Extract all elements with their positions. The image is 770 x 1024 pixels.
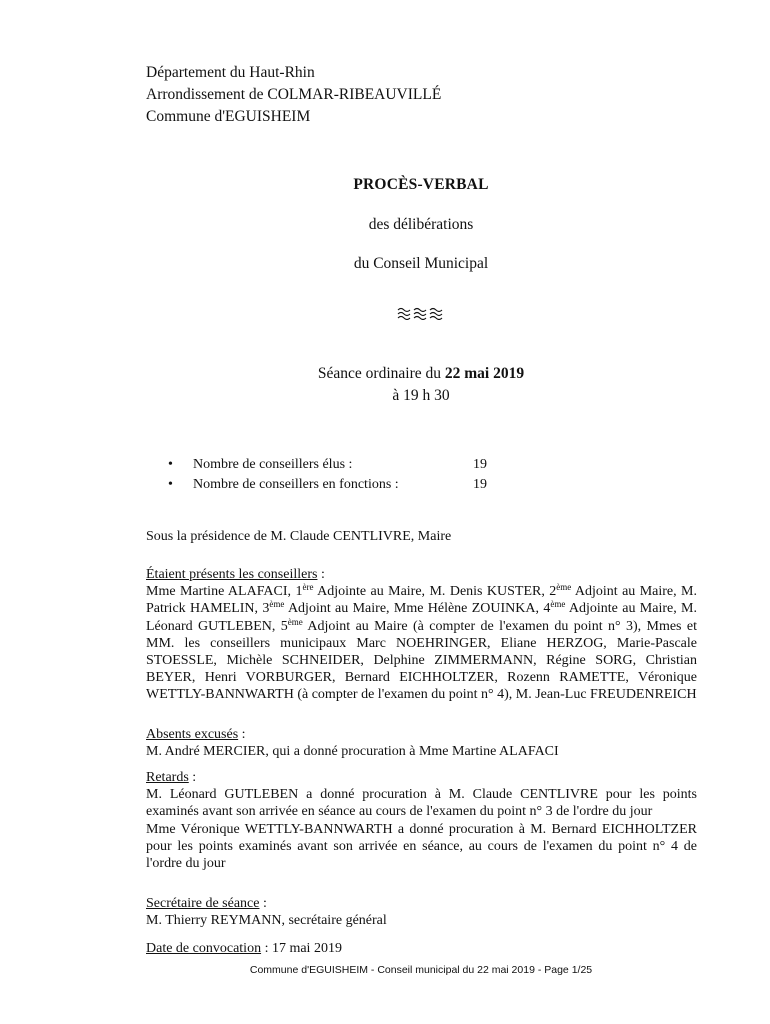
ordinal-sup: ème (287, 616, 303, 627)
document-header (146, 62, 441, 128)
decorative-ornament-icon (0, 306, 770, 324)
secretaire-heading: Secrétaire de séance (146, 896, 260, 911)
retards-heading: Retards (146, 770, 189, 785)
presents-text-1: Mme Martine ALAFACI, 1 (146, 584, 303, 600)
presents-heading: Étaient présents les conseillers (146, 567, 318, 582)
seance-info (0, 363, 770, 407)
page-footer: Commune d'EGUISHEIM - Conseil municipal du 22 mai 2019 - Page 1/25 (249, 964, 593, 976)
presidence-line: Sous la présidence de M. Claude CENTLIVRE, Maire (146, 529, 452, 544)
seance-prefix: Séance ordinaire du (317, 365, 441, 382)
arrondissement-line: Arrondissement de COLMAR-RIBEAUVILLÉ (146, 86, 442, 103)
conseillers-fonctions-label: Nombre de conseillers en fonctions : (193, 477, 399, 492)
ordinal-sup: ère (302, 582, 314, 593)
retards-text-2: Mme Véronique WETTLY-BANNWARTH a donné procuration à M. Bernard EICHHOLTZER pour les points examinés avant son arrivée en séance, au cours de l'examen du point n° 4 de l'ordre du jour (146, 821, 697, 872)
ordinal-sup: ème (269, 599, 285, 610)
retards-section: Retards : M. Léonard GUTLEBEN a donné procuration à M. Claude CENTLIVRE pour les points examinés avant son arrivée en séance au cours de l'examen du point n° 3 de l'ordre du jour Mme Véronique WETTLY-BANNWARTH a donné procuration à M. Bernard EICHHOLTZER pour les points examinés avant son arrivée en séance, au cours de l'examen du point n° 4 de l'ordre du jour (146, 770, 697, 872)
presents-section: Étaient présents les conseillers : Mme Martine ALAFACI, 1ère Adjointe au Maire, M. Denis KUSTER, 2ème Adjoint au Maire, M. Patrick HAMELIN, 3ème Adjoint au Maire, Mme Hélène ZOUINKA, 4ème Adjointe au Maire, M. Léonard GUTLEBEN, 5ème Adjoint au Maire (à compter de l'examen du point n° 3), Mmes et MM. les conseillers municipaux Marc NOEHRINGER, Eliane HERZOG, Marie-Pascale STOESSLE, Michèle SCHNEIDER, Delphine ZIMMERMANN, Régine SORG, Christian BEYER, Henri VORBURGER, Bernard EICHHOLTZER, Rozenn RAMETTE, Véronique WETTLY-BANNWARTH (à compter de l'examen du point n° 4), M. Jean-Luc FREUDENREICH (146, 567, 698, 703)
convocation-date: 17 mai 2019 (271, 941, 342, 956)
conseillers-fonctions-value: 19 (473, 477, 487, 492)
list-item (168, 455, 498, 475)
subtitle-deliberations: des délibérations (368, 216, 474, 233)
secretaire-section: Secrétaire de séance : M. Thierry REYMANN, secrétaire général (146, 896, 387, 929)
presents-text-2: Adjointe au Maire, M. Denis KUSTER, 2 (313, 584, 557, 600)
absents-heading: Absents excusés (146, 727, 239, 742)
secretaire-text: M. Thierry REYMANN, secrétaire général (146, 913, 387, 929)
conseillers-elus-label: Nombre de conseillers élus : (193, 457, 353, 472)
conseillers-elus-value: 19 (473, 457, 487, 472)
retards-text-1: M. Léonard GUTLEBEN a donné procuration à M. Claude CENTLIVRE pour les points examinés avant son arrivée en séance au cours de l'examen du point n° 3 de l'ordre du jour (146, 787, 697, 820)
convocation-heading: Date de convocation (146, 941, 262, 956)
subtitle-conseil: du Conseil Municipal (353, 255, 489, 272)
conseillers-list (168, 455, 498, 495)
departement-line: Département du Haut-Rhin (146, 64, 315, 81)
ordinal-sup: ème (556, 582, 572, 593)
bullet-icon: • (168, 477, 173, 492)
seance-time: à 19 h 30 (392, 387, 450, 404)
convocation-section: Date de convocation : 17 mai 2019 (146, 941, 342, 956)
bullet-icon: • (168, 457, 173, 472)
absents-text: M. André MERCIER, qui a donné procuration à Mme Martine ALAFACI (146, 744, 559, 760)
absents-section: Absents excusés : M. André MERCIER, qui a donné procuration à Mme Martine ALAFACI (146, 727, 559, 760)
presents-text-6: Adjoint au Maire (à compter de l'examen du point n° 3), Mmes et MM. les conseillers municipaux Marc NOEHRINGER, Eliane HERZOG, Marie-Pascale STOESSLE, Michèle SCHNEIDER, Delphine ZIMMERMANN, Régine SORG, Christian BEYER, Henri VORBURGER, Bernard EICHHOLTZER, Rozenn RAMETTE, Véronique WETTLY-BANNWARTH (à compter de l'examen du point n° 4), M. Jean-Luc FREUDENREICH (146, 618, 697, 703)
presents-text-3: Adjoint au Maire, M. Patrick HAMELIN, 3 (146, 584, 698, 617)
ordinal-sup: ème (550, 599, 566, 610)
seance-date: 22 mai 2019 (444, 365, 525, 382)
list-item (168, 475, 498, 495)
presents-text-5: Adjointe au Maire, M. Léonard GUTLEBEN, 5 (146, 601, 698, 634)
document-title: PROCÈS-VERBAL (353, 176, 489, 193)
commune-line: Commune d'EGUISHEIM (146, 108, 311, 125)
presents-text-4: Adjoint au Maire, Mme Hélène ZOUINKA, 4 (284, 601, 551, 617)
